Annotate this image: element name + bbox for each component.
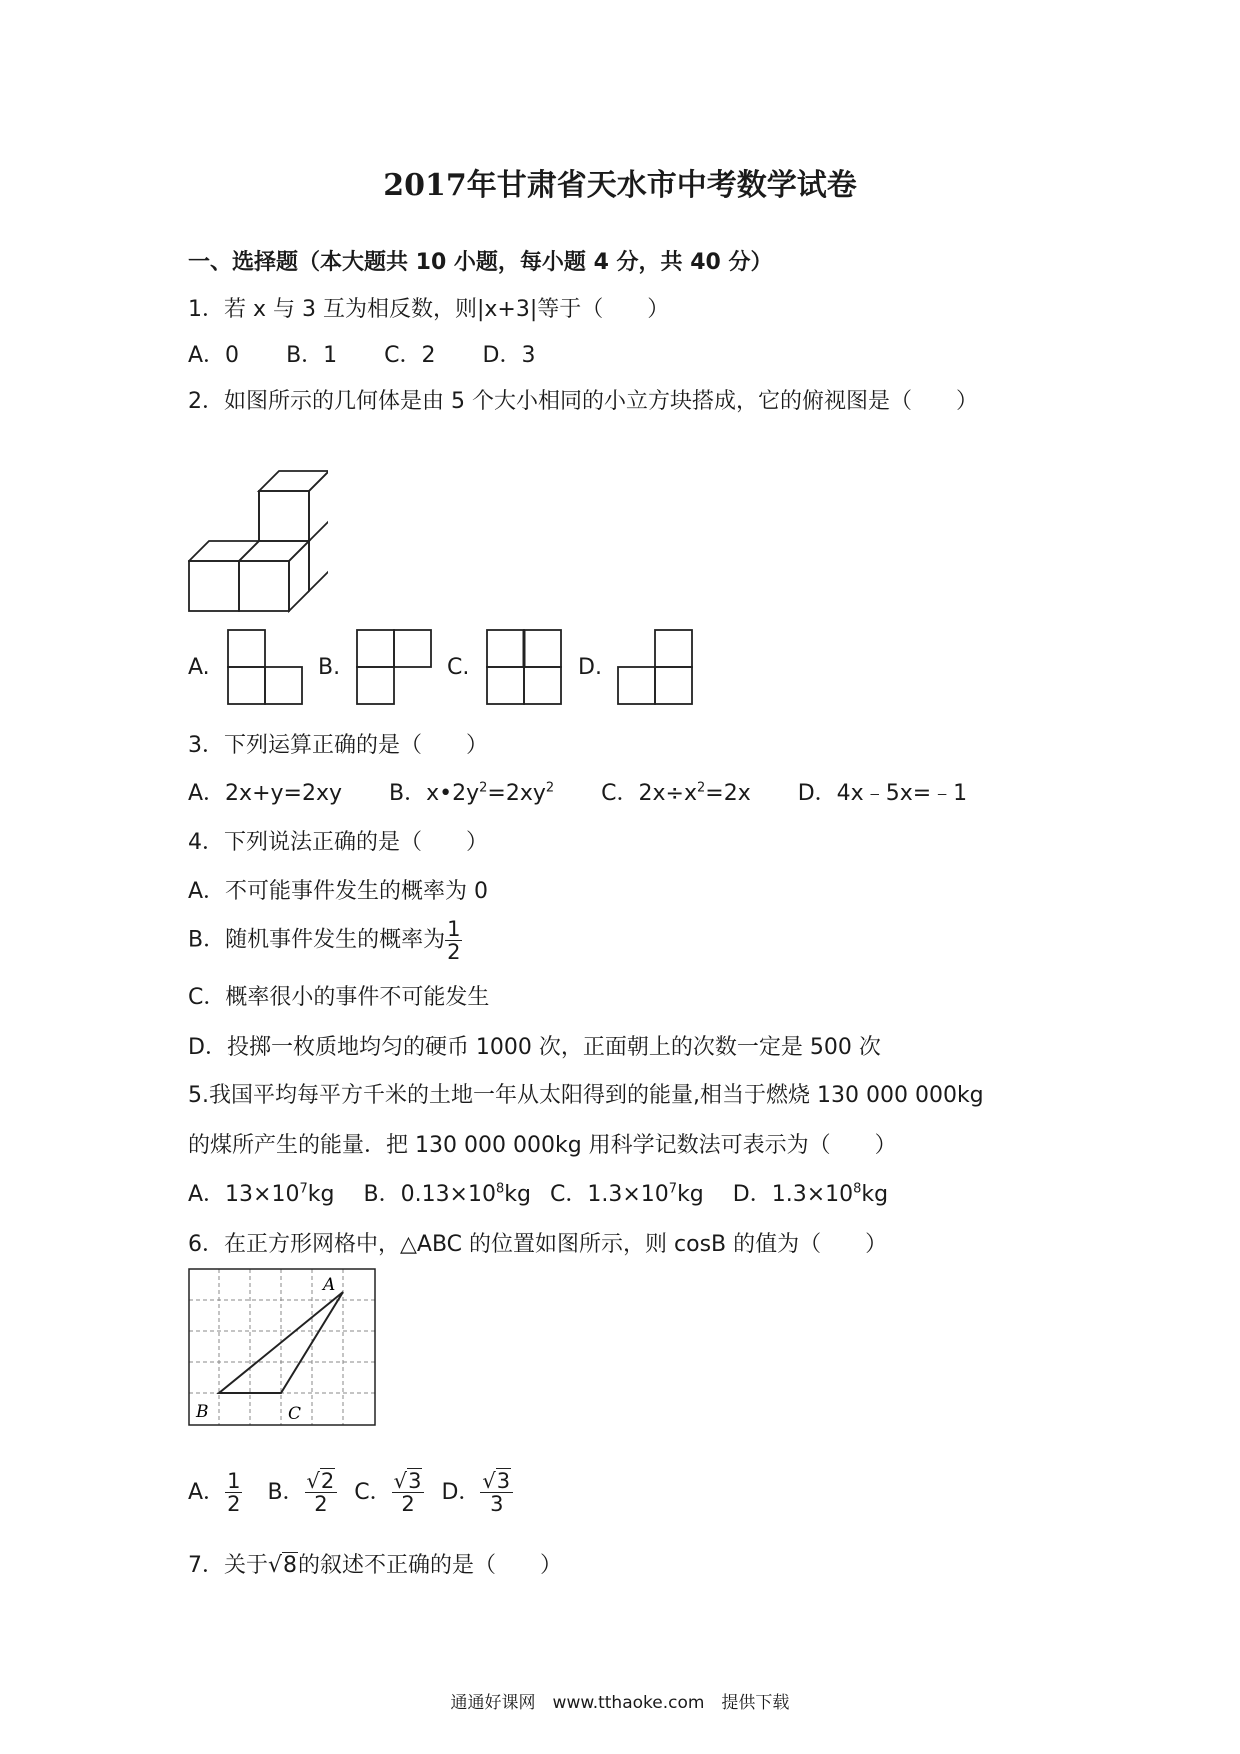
cube-solid-figure	[188, 470, 328, 615]
question-3-options	[188, 776, 1007, 807]
q3-option-d: D．4x﹣5x=﹣1	[797, 781, 968, 806]
q1-option-c: C．2	[384, 343, 436, 368]
q6-option-a: A． $\frac{1}{2}$	[188, 1469, 241, 1517]
section-heading: 一、选择题（本大题共 10 小题，每小题 4 分，共 40 分）	[188, 250, 773, 275]
question-6-options	[188, 1470, 513, 1515]
question-4-stem: 4．下列说法正确的是（ ）	[188, 830, 488, 855]
q2-option-b-label: B.	[318, 655, 341, 680]
q2-option-a-figure	[226, 628, 306, 708]
q6-option-c: C． $\frac{√3}{2}$	[354, 1480, 424, 1505]
question-6-stem: 6．在正方形网格中，△ABC 的位置如图所示，则 cosB 的值为（ ）	[188, 1232, 888, 1257]
sqrt-icon: √	[393, 1469, 408, 1493]
page-footer: 通通好课网 www.tthaoke.com 提供下载	[450, 1693, 790, 1713]
q5-option-d: D．$1.3\times 10^8kg$	[732, 1181, 889, 1207]
question-7-stem: 7．关于√8的叙述不正确的是（ ）	[188, 1553, 563, 1578]
q2-option-d-label: D.	[578, 655, 602, 680]
sqrt-icon: √	[482, 1469, 496, 1493]
vertex-label-c: C	[288, 1404, 302, 1424]
q2-option-b-figure	[355, 628, 435, 708]
page-title: 2017年甘肃省天水市中考数学试卷	[383, 168, 857, 203]
q3-option-c: C．$2x\div x^2=2x$	[601, 780, 751, 806]
question-2-stem: 2．如图所示的几何体是由 5 个大小相同的小立方块搭成，它的俯视图是（ ）	[188, 389, 978, 414]
question-1-options	[188, 338, 575, 369]
q1-option-a: A．0	[188, 343, 240, 368]
sqrt-icon: √	[306, 1469, 320, 1493]
question-5-stem-line2: 的煤所产生的能量．把 130 000 000kg 用科学记数法可表示为（ ）	[188, 1133, 897, 1158]
q5-option-c: C．$1.3\times 10^7kg$	[550, 1181, 704, 1207]
q6-option-d: D． $\frac{√3}{3}$	[441, 1480, 513, 1505]
q5-option-b: B．$0.13\times 10^8kg$	[363, 1181, 531, 1207]
vertex-label-a: A	[323, 1275, 336, 1295]
question-3-stem: 3．下列运算正确的是（ ）	[188, 733, 488, 758]
q2-option-c-label: C.	[447, 655, 470, 680]
triangle-grid-figure	[188, 1268, 376, 1426]
question-5-stem-line1: 5.我国平均每平方千米的土地一年从太阳得到的能量,相当于燃烧 130 000 000kg	[188, 1083, 984, 1108]
q1-option-d: D．3	[482, 343, 536, 368]
sqrt-icon: √	[268, 1553, 283, 1578]
question-1-stem: 1．若 x 与 3 互为相反数，则|x+3|等于（ ）	[188, 297, 670, 322]
vertex-label-b: B	[196, 1402, 209, 1422]
q2-option-c-figure	[485, 628, 565, 708]
q3-option-a: A．2x+y=2xy	[188, 781, 342, 806]
question-5-options	[188, 1177, 928, 1208]
q2-option-a-label: A.	[188, 655, 210, 680]
q2-option-d-figure	[616, 628, 696, 708]
q6-option-b: B． $\frac{√2}{2}$	[267, 1480, 337, 1505]
q4-option-c: C．概率很小的事件不可能发生	[188, 985, 490, 1010]
q4-option-d: D．投掷一枚质地均匀的硬币 1000 次，正面朝上的次数一定是 500 次	[188, 1035, 881, 1060]
q3-option-b: B．$x•2y^2=2xy^2$	[389, 780, 555, 806]
q4-option-a: A．不可能事件发生的概率为 0	[188, 879, 489, 904]
q4-option-b: B．随机事件发生的概率为 $\frac{1}{2}$	[188, 917, 461, 965]
q1-option-b: B．1	[286, 343, 338, 368]
q5-option-a: A．$13\times 10^7kg$	[188, 1181, 335, 1207]
fraction-one-half: $\frac{1}{2}$	[447, 917, 461, 965]
